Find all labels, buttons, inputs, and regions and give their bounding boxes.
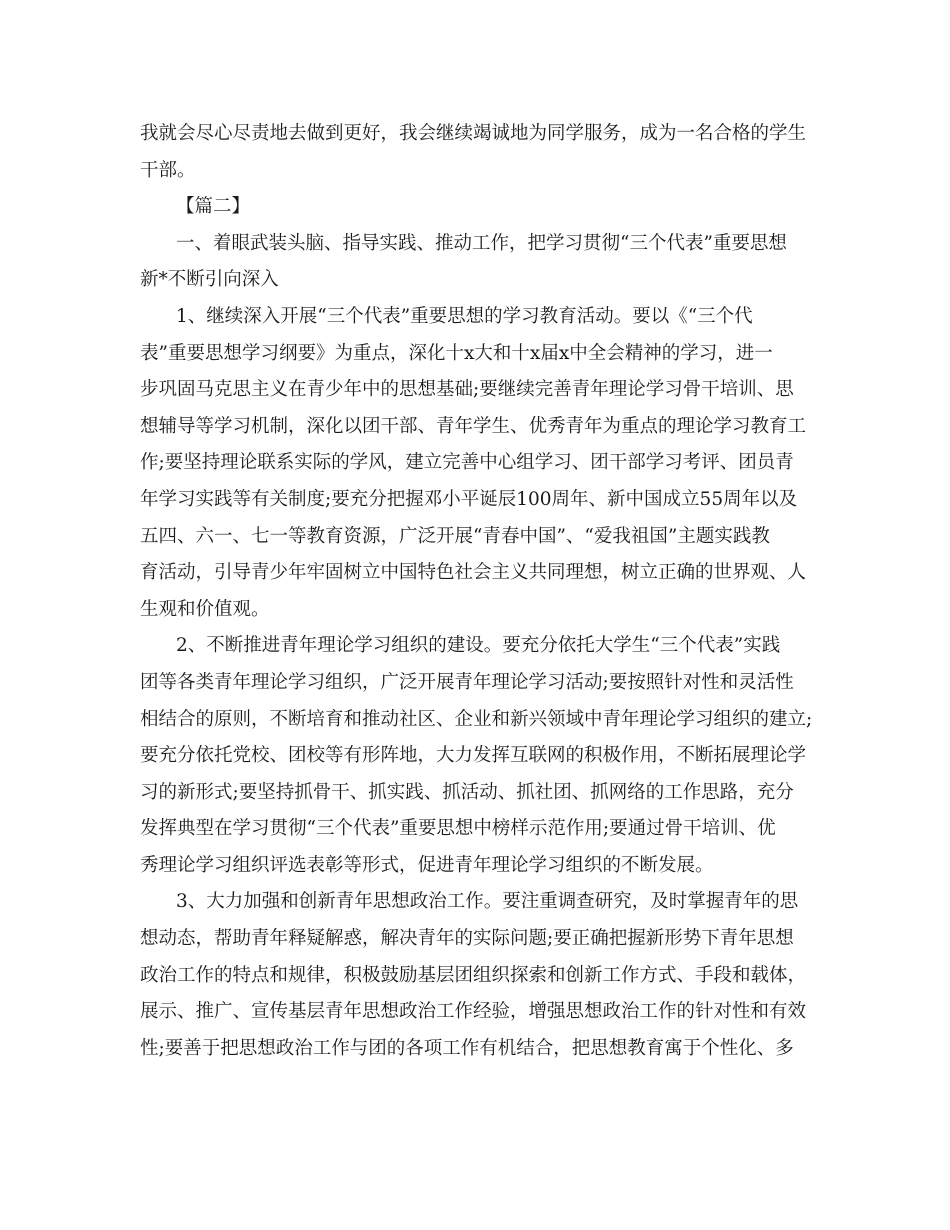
- text-line: 想动态，帮助青年释疑解惑，解决青年的实际问题;要正确把握新形势下青年思想: [140, 928, 794, 950]
- text-line: 步巩固马克思主义在青少年中的思想基础;要继续完善青年理论学习骨干培训、思: [140, 379, 794, 401]
- document-body: [140, 116, 816, 1067]
- text-line: 秀理论学习组织评选表彰等形式，促进青年理论学习组织的不断发展。: [140, 854, 714, 876]
- text-line: 展示、推广、宣传基层青年思想政治工作经验，增强思想政治工作的针对性和有效: [140, 1001, 807, 1023]
- text-line: 育活动，引导青少年牢固树立中国特色社会主义共同理想，树立正确的世界观、人: [140, 562, 807, 584]
- text-line: 干部。: [140, 159, 196, 181]
- text-line: 政治工作的特点和规律，积极鼓励基层团组织探索和创新工作方式、手段和载体，: [140, 964, 807, 986]
- text-line: 表”重要思想学习纲要》为重点，深化十x大和十x届x中全会精神的学习，进一: [140, 342, 773, 364]
- text-line: 要充分依托党校、团校等有形阵地，大力发挥互联网的积极作用，不断拓展理论学: [140, 745, 807, 767]
- text-line: 想辅导等学习机制，深化以团干部、青年学生、优秀青年为重点的理论学习教育工: [140, 415, 807, 437]
- text-line: 五四、六一、七一等教育资源，广泛开展“青春中国”、“爱我祖国”主题实践教: [140, 525, 770, 547]
- text-line: 发挥典型在学习贯彻“三个代表”重要思想中榜样示范作用;要通过骨干培训、优: [140, 818, 776, 840]
- text-line: 性;要善于把思想政治工作与团的各项工作有机结合，把思想教育寓于个性化、多: [140, 1037, 794, 1059]
- text-line: 团等各类青年理论学习组织，广泛开展青年理论学习活动;要按照针对性和灵活性: [140, 671, 794, 693]
- text-line: 【篇二】: [176, 196, 251, 218]
- text-line: 作;要坚持理论联系实际的学风，建立完善中心组学习、团干部学习考评、团员青: [140, 452, 794, 474]
- text-line: 我就会尽心尽责地去做到更好，我会继续竭诚地为同学服务，成为一名合格的学生: [140, 123, 807, 144]
- text-line: 新*不断引向深入: [140, 269, 279, 291]
- text-line: 相结合的原则，不断培育和推动社区、企业和新兴领域中青年理论学习组织的建立;: [140, 708, 813, 730]
- text-line: 习的新形式;要坚持抓骨干、抓实践、抓活动、抓社团、抓网络的工作思路，充分: [140, 781, 794, 803]
- text-line: 一、着眼武装头脑、指导实践、推动工作，把学习贯彻“三个代表”重要思想: [176, 232, 787, 254]
- text-line: 3、大力加强和创新青年思想政治工作。要注重调查研究，及时掌握青年的思: [176, 891, 799, 913]
- text-line: 生观和价值观。: [140, 598, 270, 620]
- text-line: 年学习实践等有关制度;要充分把握邓小平诞辰100周年、新中国成立55周年以及: [140, 488, 798, 510]
- text-line: 1、继续深入开展“三个代表”重要思想的学习教育活动。要以《“三个代: [176, 305, 753, 327]
- text-line: 2、不断推进青年理论学习组织的建设。要充分依托大学生“三个代表”实践: [176, 635, 781, 657]
